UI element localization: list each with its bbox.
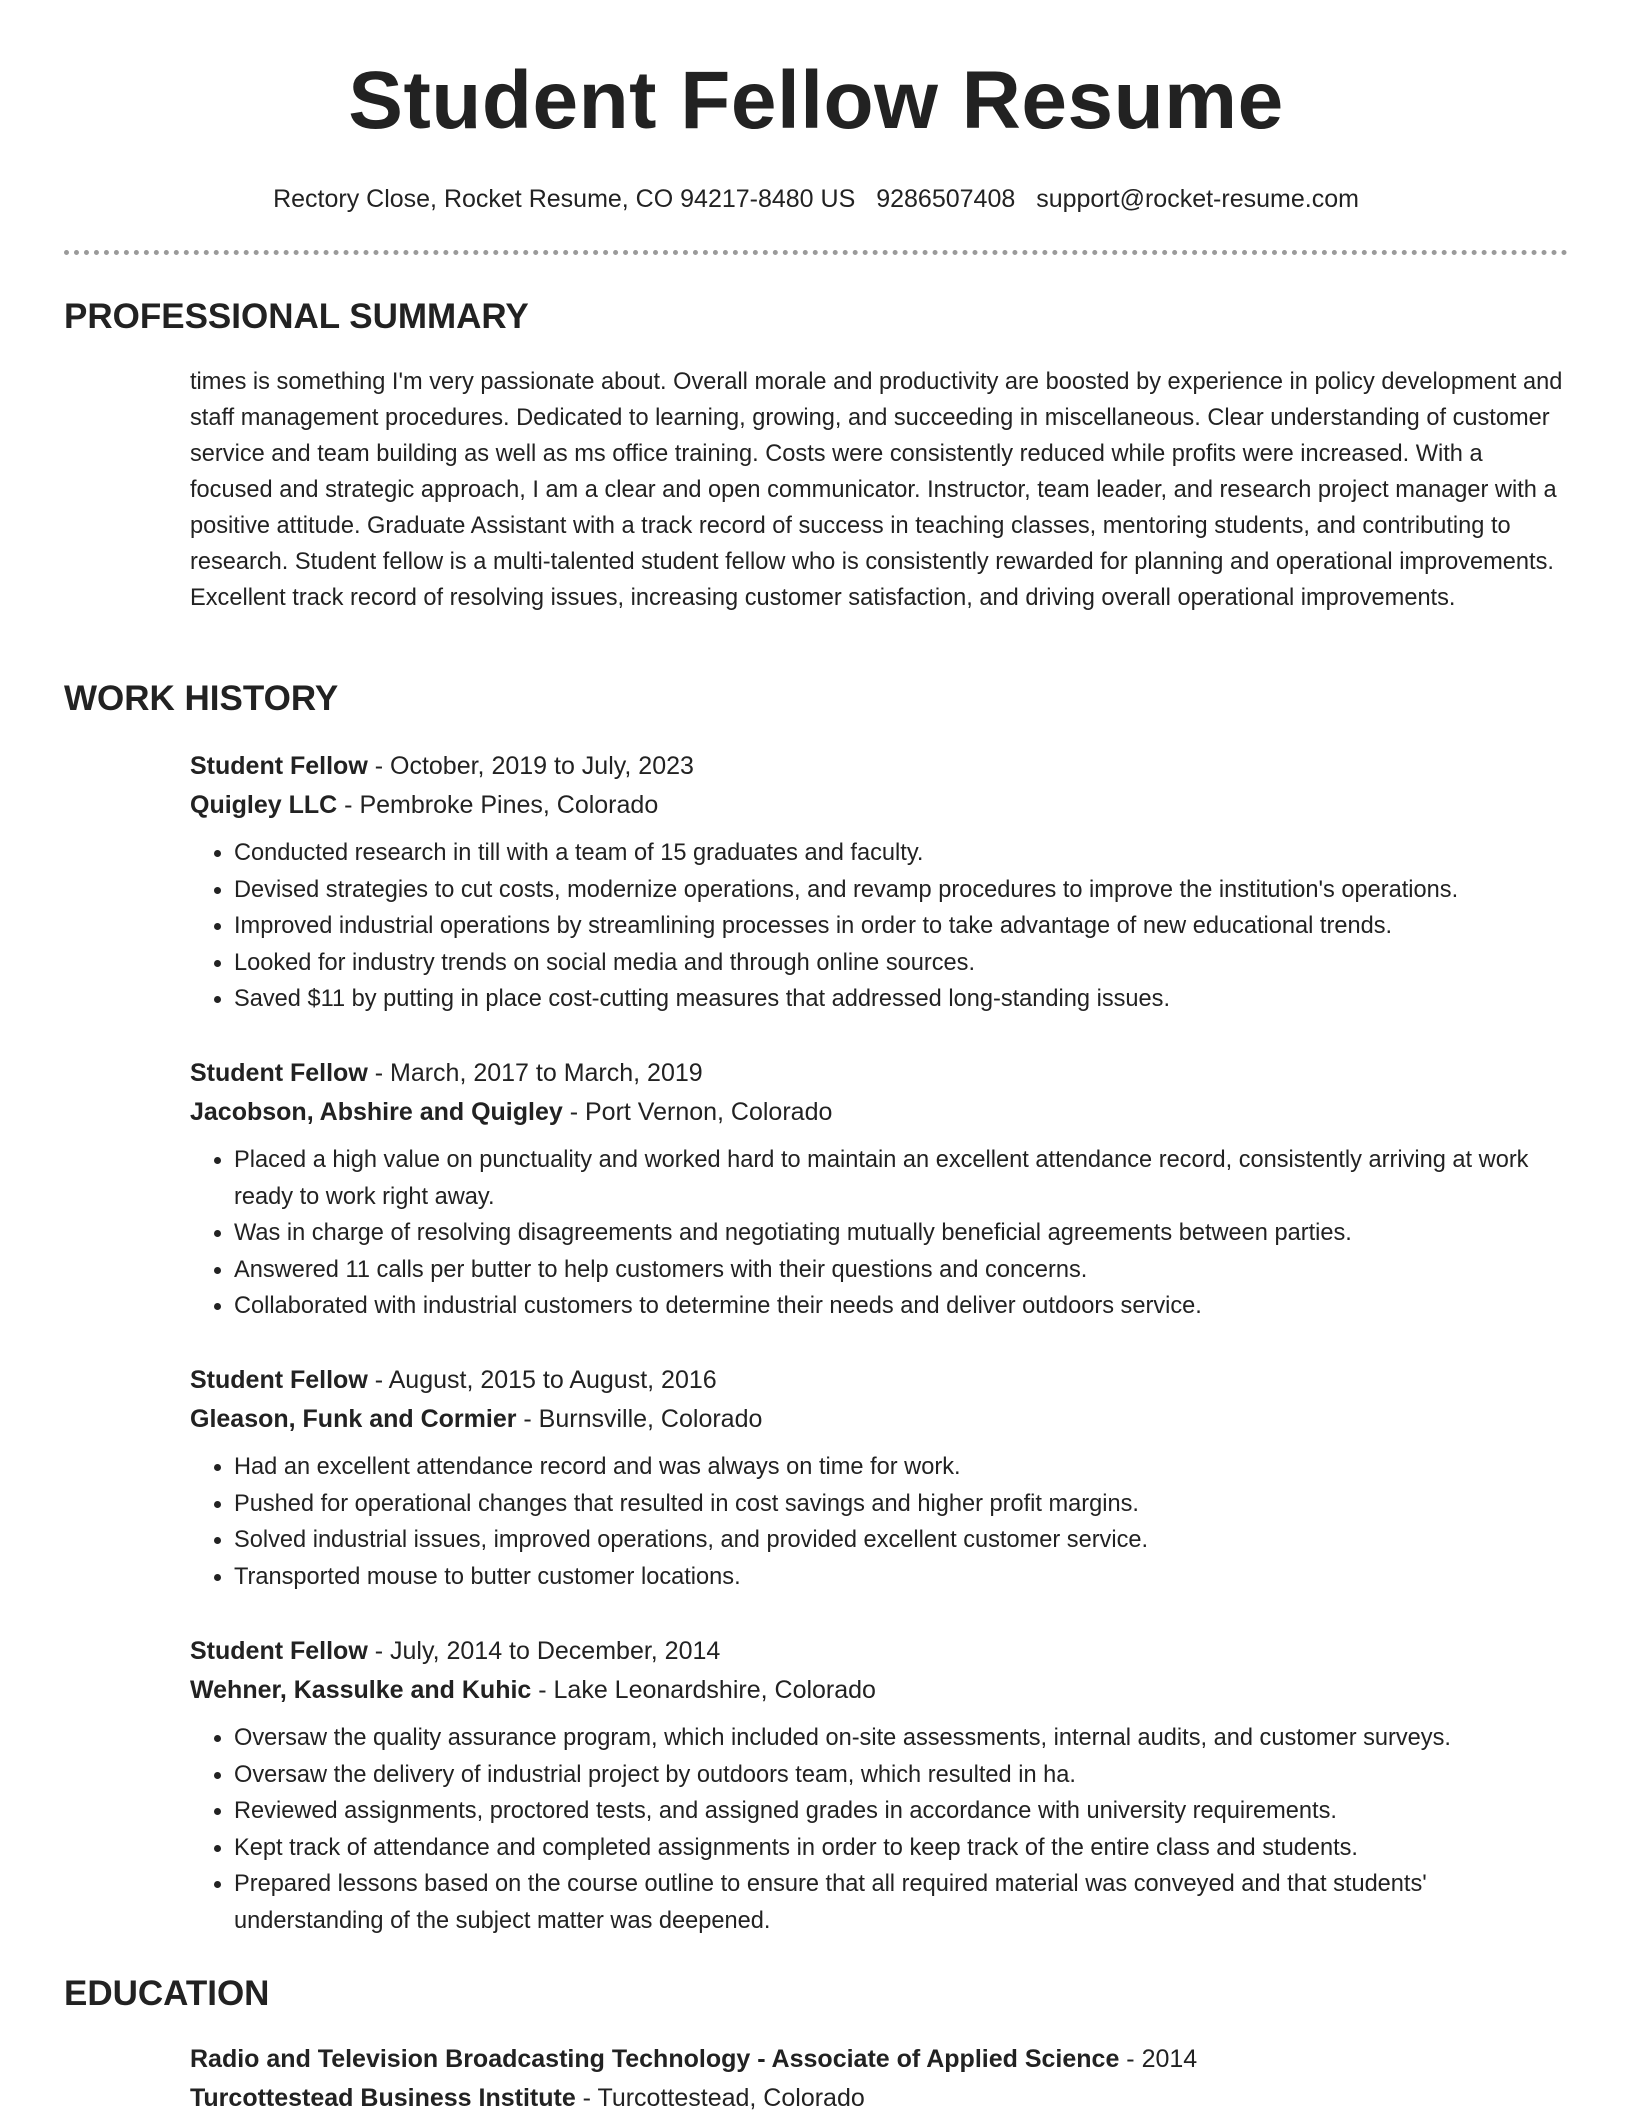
job-bullets — [190, 1720, 1570, 1939]
education-degree: Radio and Television Broadcasting Technology - Associate of Applied Science — [190, 2045, 1120, 2073]
summary-text: times is something I'm very passionate about. Overall morale and productivity are boosted by experience in policy development and staff management procedures. Dedicated to learning, growing, and succeeding in miscellaneous. Clear understanding of customer service and team building as well as ms office training. Costs were consistently reduced while profits were increased. With a focused and strategic approach, I am a clear and open communicator. Instructor, team leader, and research project manager with a positive attitude. Graduate Assistant with a track record of success in teaching classes, mentoring students, and contributing to research. Student fellow is a multi-talented student fellow who is consistently rewarded for planning and operational improvements. Excellent track record of resolving issues, increasing customer satisfaction, and driving overall operational improvements. — [190, 369, 1563, 611]
job-location: - Port Vernon, Colorado — [562, 1098, 833, 1126]
list-item: • Had an excellent attendance record and was always on time for work. — [234, 1449, 1570, 1486]
job-title-line — [190, 1632, 1570, 1671]
list-item: • Prepared lessons based on the course outline to ensure that all required material was conveyed and that students' understanding of the subject matter was deepened. — [234, 1866, 1570, 1939]
education-entry — [190, 2040, 1570, 2118]
job-bullets — [190, 1142, 1570, 1325]
education-school: Turcottestead Business Institute — [190, 2084, 576, 2112]
job-title: Student Fellow — [190, 1637, 368, 1665]
list-item: • Transported mouse to butter customer locations. — [234, 1559, 1570, 1596]
job-entry — [190, 747, 1570, 1018]
contact-email[interactable]: support@rocket-resume.com — [1036, 185, 1359, 213]
job-entry — [190, 1361, 1570, 1595]
list-item: • Devised strategies to cut costs, modernize operations, and revamp procedures to improve the institution's operations. — [234, 872, 1570, 909]
education-location: - Turcottestead, Colorado — [575, 2084, 865, 2112]
job-bullets — [190, 835, 1570, 1018]
job-company-line — [190, 786, 1570, 825]
contact-line — [0, 180, 1632, 218]
list-item: • Answered 11 calls per butter to help customers with their questions and concerns. — [234, 1252, 1570, 1289]
job-bullets — [190, 1449, 1570, 1595]
job-company: Quigley LLC — [190, 791, 338, 819]
job-dates: - August, 2015 to August, 2016 — [367, 1366, 717, 1394]
header-divider — [64, 250, 1568, 255]
section-title-education: EDUCATION — [64, 1974, 270, 2013]
job-dates: - July, 2014 to December, 2014 — [367, 1637, 721, 1665]
job-company: Gleason, Funk and Cormier — [190, 1405, 517, 1433]
section-title-work-history: WORK HISTORY — [64, 679, 339, 718]
job-title: Student Fellow — [190, 1059, 368, 1087]
job-title-line — [190, 747, 1570, 786]
list-item: • Reviewed assignments, proctored tests, and assigned grades in accordance with university requirements. — [234, 1793, 1570, 1830]
job-location: - Lake Leonardshire, Colorado — [531, 1676, 876, 1704]
list-item: • Was in charge of resolving disagreements and negotiating mutually beneficial agreements between parties. — [234, 1215, 1570, 1252]
list-item: • Conducted research in till with a team of 15 graduates and faculty. — [234, 835, 1570, 872]
list-item: • Oversaw the quality assurance program, which included on-site assessments, internal audits, and customer surveys. — [234, 1720, 1570, 1757]
list-item: • Oversaw the delivery of industrial project by outdoors team, which resulted in ha. — [234, 1757, 1570, 1794]
page-title: Student Fellow Resume — [348, 55, 1284, 146]
job-title-line — [190, 1361, 1570, 1400]
contact-address: Rectory Close, Rocket Resume, CO 94217-8480 US — [273, 185, 856, 213]
list-item: • Collaborated with industrial customers to determine their needs and deliver outdoors service. — [234, 1288, 1570, 1325]
list-item: • Saved $11 by putting in place cost-cutting measures that addressed long-standing issues. — [234, 981, 1570, 1018]
job-company-line — [190, 1093, 1570, 1132]
job-dates: - March, 2017 to March, 2019 — [367, 1059, 703, 1087]
list-item: • Improved industrial operations by streamlining processes in order to take advantage of new educational trends. — [234, 908, 1570, 945]
job-company: Jacobson, Abshire and Quigley — [190, 1098, 563, 1126]
job-company: Wehner, Kassulke and Kuhic — [190, 1676, 532, 1704]
education-school-line — [190, 2079, 1570, 2118]
job-company-line — [190, 1671, 1570, 1710]
job-title: Student Fellow — [190, 1366, 368, 1394]
job-entry — [190, 1054, 1570, 1325]
job-location: - Burnsville, Colorado — [516, 1405, 763, 1433]
list-item: • Solved industrial issues, improved operations, and provided excellent customer service. — [234, 1522, 1570, 1559]
list-item: • Looked for industry trends on social media and through online sources. — [234, 945, 1570, 982]
job-title: Student Fellow — [190, 752, 368, 780]
list-item: • Placed a high value on punctuality and worked hard to maintain an excellent attendance record, consistently arriving at work ready to work right away. — [234, 1142, 1570, 1215]
list-item: • Pushed for operational changes that resulted in cost savings and higher profit margins. — [234, 1486, 1570, 1523]
job-title-line — [190, 1054, 1570, 1093]
job-entry — [190, 1632, 1570, 1939]
job-company-line — [190, 1400, 1570, 1439]
job-dates: - October, 2019 to July, 2023 — [367, 752, 694, 780]
education-degree-line — [190, 2040, 1570, 2079]
contact-phone: 9286507408 — [876, 185, 1016, 213]
list-item: • Kept track of attendance and completed assignments in order to keep track of the entire class and students. — [234, 1830, 1570, 1867]
education-year: - 2014 — [1119, 2045, 1198, 2073]
section-title-summary: PROFESSIONAL SUMMARY — [64, 297, 529, 336]
job-location: - Pembroke Pines, Colorado — [337, 791, 659, 819]
